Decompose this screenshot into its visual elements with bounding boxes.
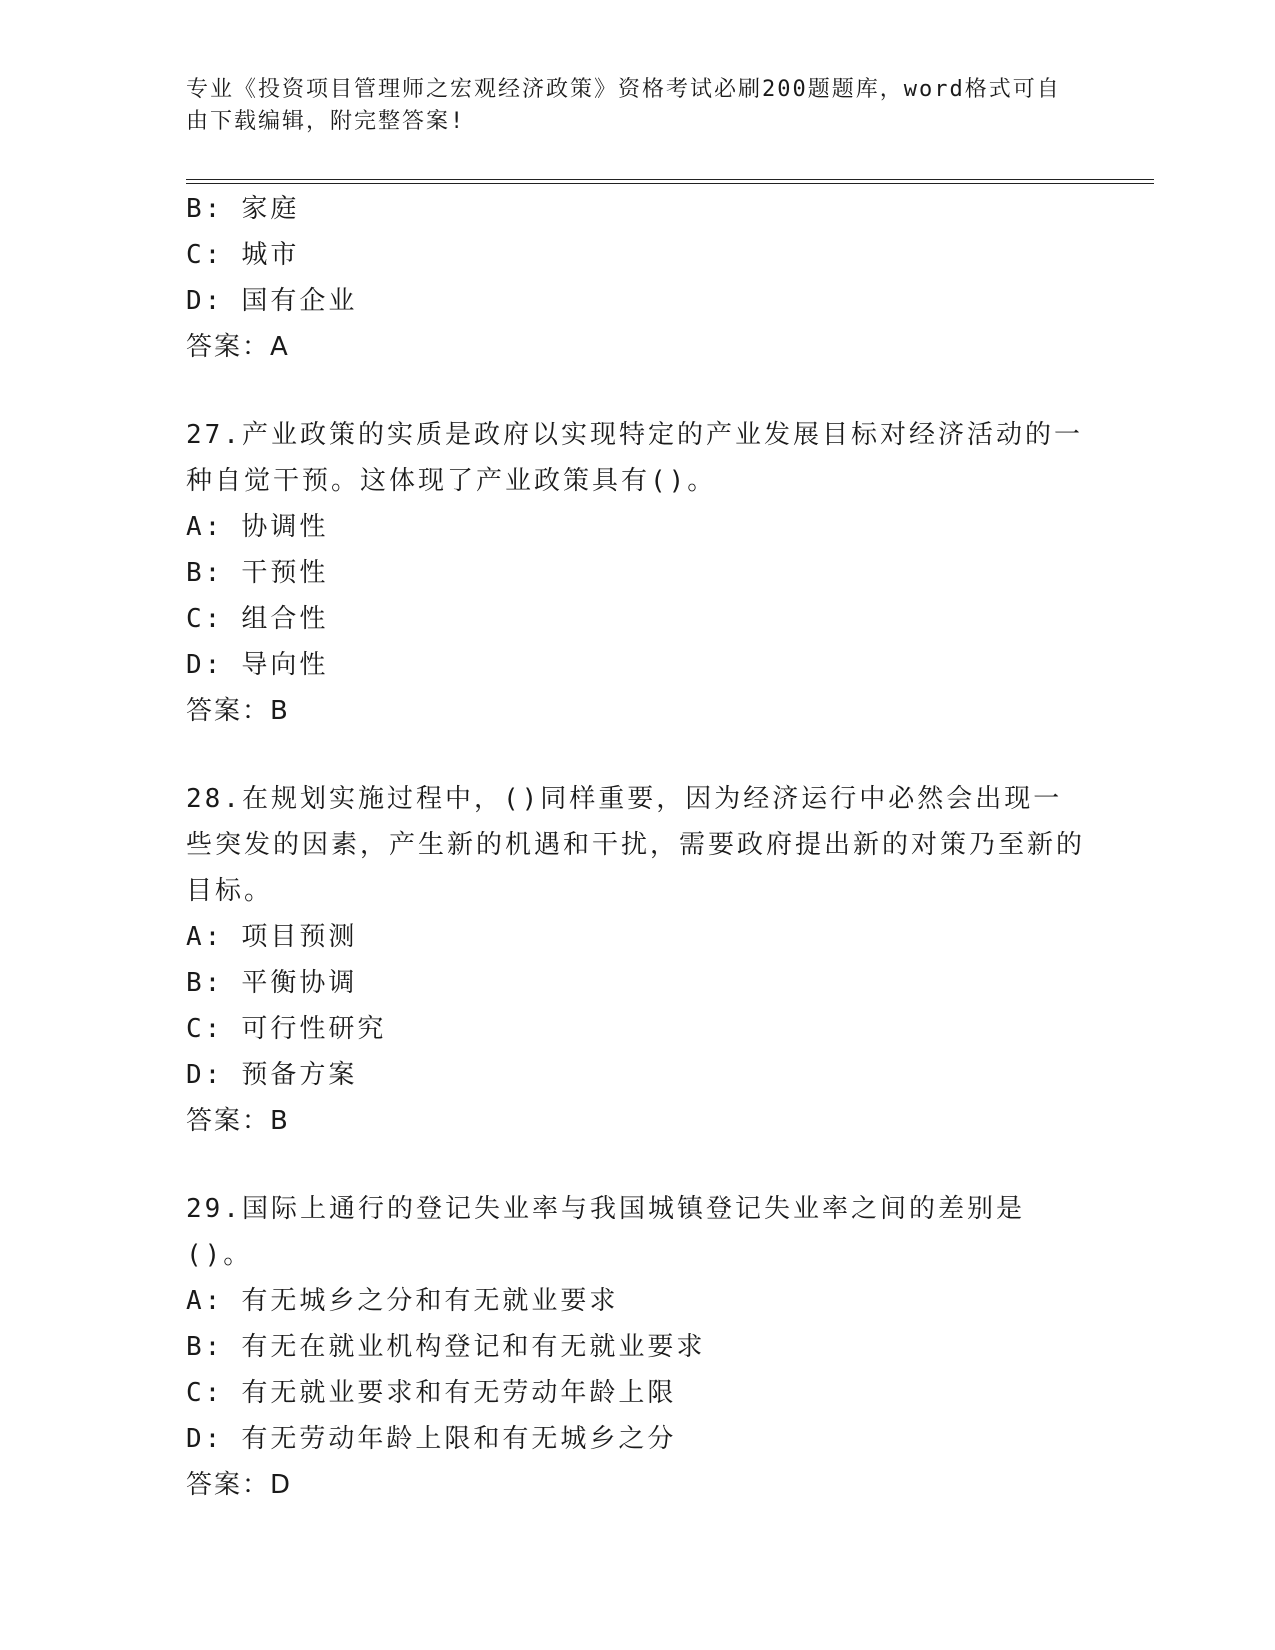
previous-question-tail — [186, 186, 1086, 370]
document-body — [186, 186, 1086, 1508]
option-item: C: 城市 — [186, 240, 300, 270]
option-item: A: 协调性 — [186, 512, 329, 542]
option-item: D: 预备方案 — [186, 1060, 358, 1090]
answer-line: 答案：A — [186, 332, 290, 362]
question-stem: 27.产业政策的实质是政府以实现特定的产业发展目标对经济活动的一种自觉干预。这体现了产业政策具有()。 — [186, 420, 1083, 496]
question-28 — [186, 776, 1086, 1144]
answer-line: 答案：B — [186, 1106, 290, 1136]
option-item: A: 有无城乡之分和有无就业要求 — [186, 1286, 619, 1316]
option-item: A: 项目预测 — [186, 922, 358, 952]
option-item: C: 有无就业要求和有无劳动年龄上限 — [186, 1378, 677, 1408]
document-header: 专业《投资项目管理师之宏观经济政策》资格考试必刷200题题库，word格式可自由下载编辑，附完整答案! — [186, 77, 1061, 134]
header-divider — [186, 179, 1154, 184]
answer-line: 答案：B — [186, 696, 290, 726]
option-item: B: 有无在就业机构登记和有无就业要求 — [186, 1332, 706, 1362]
question-29 — [186, 1186, 1086, 1508]
option-item: C: 组合性 — [186, 604, 329, 634]
option-item: D: 导向性 — [186, 650, 329, 680]
option-item: B: 干预性 — [186, 558, 329, 588]
question-stem: 29.国际上通行的登记失业率与我国城镇登记失业率之间的差别是()。 — [186, 1194, 1025, 1270]
question-stem: 28.在规划实施过程中，()同样重要，因为经济运行中必然会出现一些突发的因素，产生新的机遇和干扰，需要政府提出新的对策乃至新的目标。 — [186, 784, 1086, 906]
option-item: D: 有无劳动年龄上限和有无城乡之分 — [186, 1424, 677, 1454]
question-27 — [186, 412, 1086, 734]
answer-line: 答案：D — [186, 1470, 293, 1500]
option-item: D: 国有企业 — [186, 286, 358, 316]
option-item: B: 平衡协调 — [186, 968, 358, 998]
option-item: B: 家庭 — [186, 194, 300, 224]
option-item: C: 可行性研究 — [186, 1014, 387, 1044]
